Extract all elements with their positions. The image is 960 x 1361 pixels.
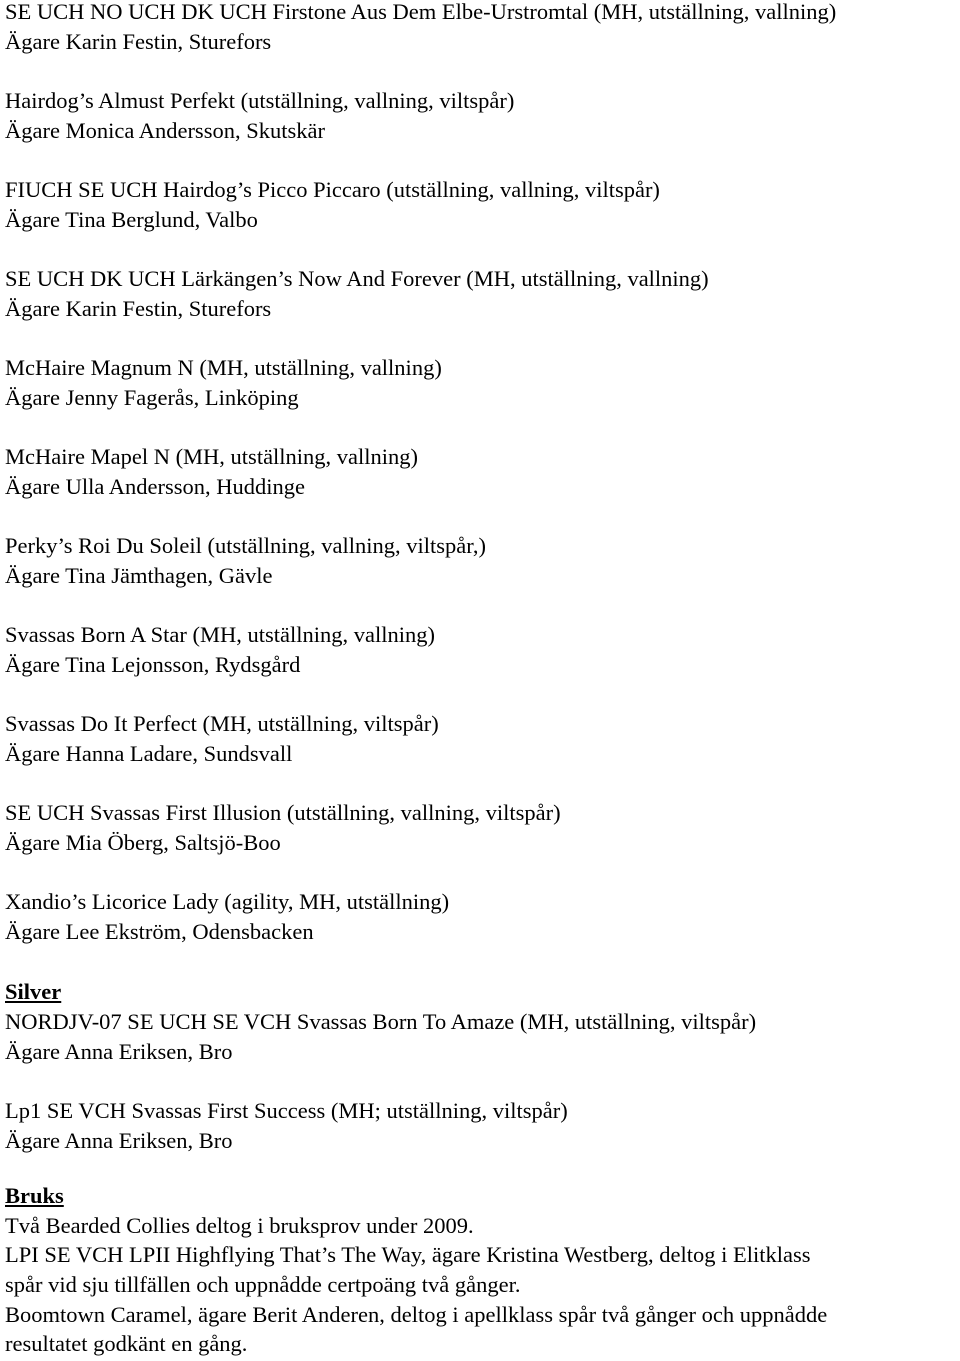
entry-3-owner: Ägare Karin Festin, Sturefors: [5, 296, 272, 321]
entry-1-owner: Ägare Monica Andersson, Skutskär: [5, 118, 325, 143]
silver-entry-1-owner: Ägare Anna Eriksen, Bro: [5, 1128, 233, 1153]
entry-2-owner: Ägare Tina Berglund, Valbo: [5, 207, 258, 232]
entry-8-dog: Svassas Do It Perfect (MH, utställning, viltspår): [5, 711, 439, 736]
entry-8-owner: Ägare Hanna Ladare, Sundsvall: [5, 741, 293, 766]
entry-10-owner: Ägare Lee Ekström, Odensbacken: [5, 919, 314, 944]
entry-4-dog: McHaire Magnum N (MH, utställning, vallning): [5, 355, 442, 380]
entry-9-owner: Ägare Mia Öberg, Saltsjö-Boo: [5, 830, 281, 855]
entry-9-dog: SE UCH Svassas First Illusion (utställning, vallning, viltspår): [5, 800, 561, 825]
entry-0-owner: Ägare Karin Festin, Sturefors: [5, 29, 272, 54]
entry-6-owner: Ägare Tina Jämthagen, Gävle: [5, 563, 273, 588]
silver-entry-1-dog: Lp1 SE VCH Svassas First Success (MH; utställning, viltspår): [5, 1098, 568, 1123]
entry-0-dog: SE UCH NO UCH DK UCH Firstone Aus Dem Elbe-Urstromtal (MH, utställning, vallning): [5, 0, 837, 24]
silver-entry-0-owner: Ägare Anna Eriksen, Bro: [5, 1039, 233, 1064]
bruks-line-1: LPI SE VCH LPII Highflying That’s The Way, ägare Kristina Westberg, deltog i Elitklass: [5, 1242, 811, 1267]
entry-10-dog: Xandio’s Licorice Lady (agility, MH, utställning): [5, 889, 450, 914]
silver-heading: Silver: [5, 979, 62, 1004]
entry-5-dog: McHaire Mapel N (MH, utställning, vallning): [5, 444, 419, 469]
entry-3-dog: SE UCH DK UCH Lärkängen’s Now And Forever (MH, utställning, vallning): [5, 266, 709, 291]
entry-1-dog: Hairdog’s Almust Perfekt (utställning, vallning, viltspår): [5, 88, 515, 113]
bruks-line-3: Boomtown Caramel, ägare Berit Anderen, deltog i apellklass spår två gånger och uppnådde: [5, 1302, 828, 1327]
entry-6-dog: Perky’s Roi Du Soleil (utställning, vallning, viltspår,): [5, 533, 486, 558]
entry-2-dog: FIUCH SE UCH Hairdog’s Picco Piccaro (utställning, vallning, viltspår): [5, 177, 660, 202]
bruks-line-0: Två Bearded Collies deltog i bruksprov under 2009.: [5, 1213, 474, 1238]
bruks-heading: Bruks: [5, 1183, 64, 1208]
entry-7-dog: Svassas Born A Star (MH, utställning, vallning): [5, 622, 435, 647]
bruks-line-4: resultatet godkänt en gång.: [5, 1331, 248, 1356]
entry-7-owner: Ägare Tina Lejonsson, Rydsgård: [5, 652, 301, 677]
entry-5-owner: Ägare Ulla Andersson, Huddinge: [5, 474, 305, 499]
entry-4-owner: Ägare Jenny Fagerås, Linköping: [5, 385, 299, 410]
silver-entry-0-dog: NORDJV-07 SE UCH SE VCH Svassas Born To Amaze (MH, utställning, viltspår): [5, 1009, 757, 1034]
bruks-line-2: spår vid sju tillfällen och uppnådde certpoäng två gånger.: [5, 1272, 521, 1297]
